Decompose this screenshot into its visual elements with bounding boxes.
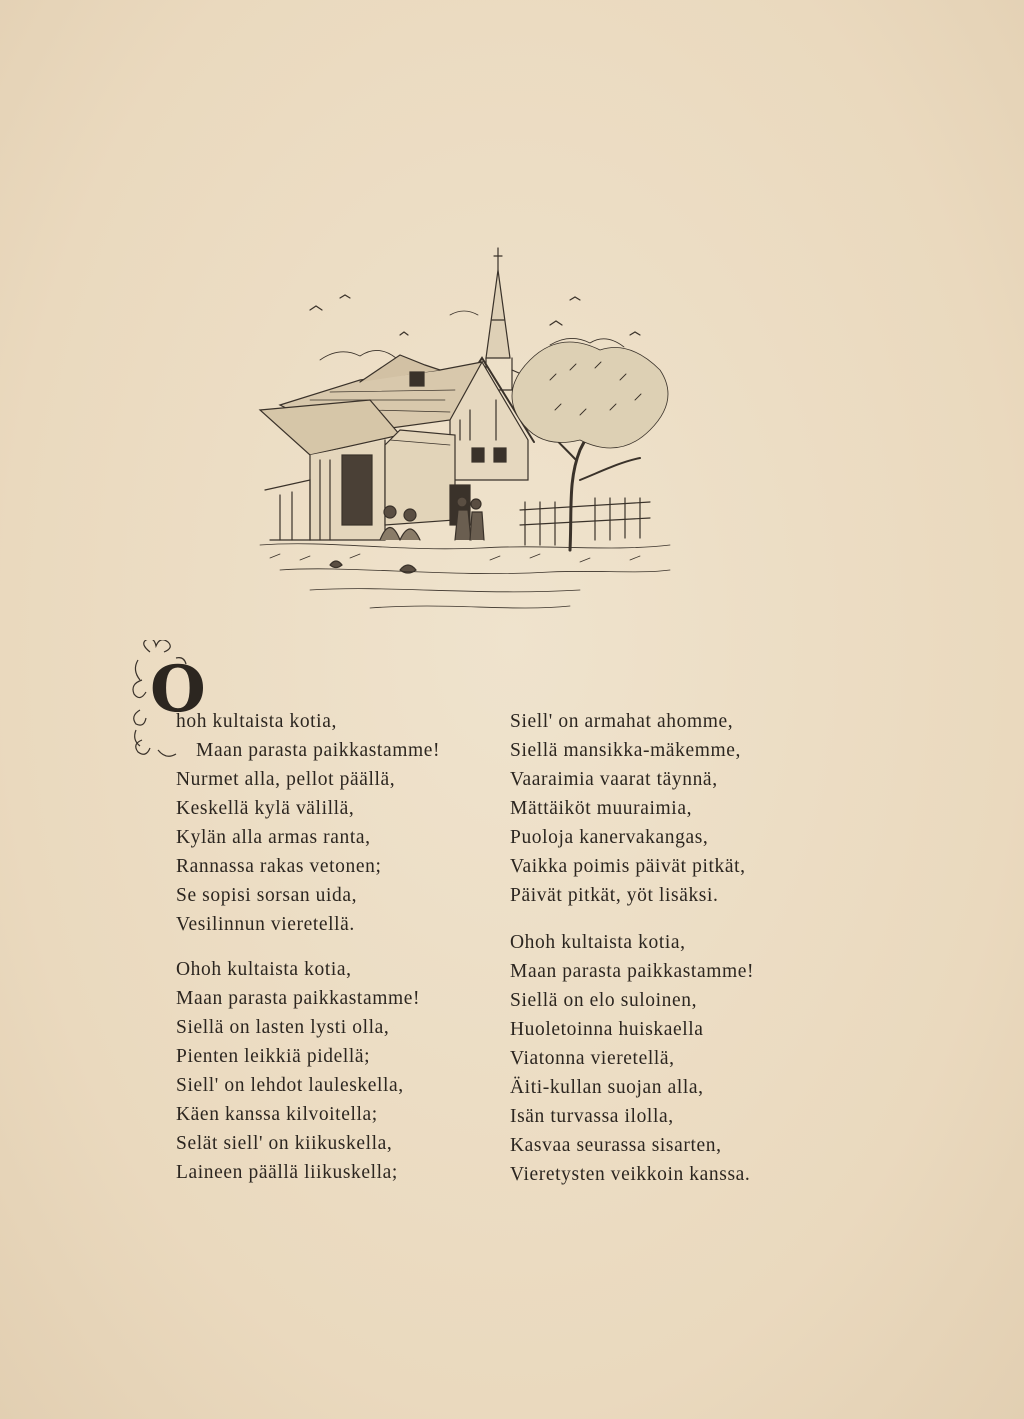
poem-line: hoh kultaista kotia, bbox=[176, 711, 337, 732]
village-illustration bbox=[250, 240, 690, 620]
poem-line: Siell' on armahat ahomme, bbox=[510, 711, 734, 732]
poem-line: Ohoh kultaista kotia, bbox=[510, 932, 686, 953]
poem-line: Puoloja kanervakangas, bbox=[510, 827, 709, 848]
poem-line: Ohoh kultaista kotia, bbox=[176, 959, 352, 980]
poem-line: Maan parasta paikkastamme! bbox=[176, 988, 421, 1009]
poem-line: Maan parasta paikkastamme! bbox=[510, 961, 755, 982]
poem-line: Isän turvassa ilolla, bbox=[510, 1106, 674, 1127]
poem-line: Käen kanssa kilvoitella; bbox=[176, 1104, 378, 1125]
poem-line: Äiti-kullan suojan alla, bbox=[510, 1077, 704, 1098]
poem-line: Vieretysten veikkoin kanssa. bbox=[510, 1164, 751, 1185]
poem-line: Kasvaa seurassa sisarten, bbox=[510, 1135, 722, 1156]
poem-line: Rannassa rakas vetonen; bbox=[176, 856, 382, 877]
poem-line: Se sopisi sorsan uida, bbox=[176, 885, 358, 906]
drop-cap-letter: O bbox=[150, 652, 206, 727]
poem-line: Siellä on elo suloinen, bbox=[510, 990, 698, 1011]
poem-line: Vaaraimia vaarat täynnä, bbox=[510, 769, 718, 790]
poem-line: Selät siell' on kiikuskella, bbox=[176, 1133, 393, 1154]
poem-line: Kylän alla armas ranta, bbox=[176, 827, 371, 848]
poem-line: Siellä on lasten lysti olla, bbox=[176, 1017, 390, 1038]
poem-line: Keskellä kylä välillä, bbox=[176, 798, 355, 819]
poem-line: Mättäiköt muuraimia, bbox=[510, 798, 693, 819]
poem-line: Päivät pitkät, yöt lisäksi. bbox=[510, 885, 719, 906]
poem-line: Maan parasta paikkastamme! bbox=[196, 740, 441, 761]
poem-line: Viatonna vieretellä, bbox=[510, 1048, 675, 1069]
poem-line: Pienten leikkiä pidellä; bbox=[176, 1046, 371, 1067]
poem-line: Siellä mansikka-mäkemme, bbox=[510, 740, 742, 761]
drop-cap bbox=[128, 640, 206, 766]
poem-line: Vaikka poimis päivät pitkät, bbox=[510, 856, 746, 877]
poem-line: Laineen päällä liikuskella; bbox=[176, 1162, 398, 1183]
poem-line: Siell' on lehdot lauleskella, bbox=[176, 1075, 404, 1096]
poem-line: Huoletoinna huiskaella bbox=[510, 1019, 704, 1040]
poem-line: Vesilinnun vieretellä. bbox=[176, 914, 355, 935]
poem-line: Nurmet alla, pellot päällä, bbox=[176, 769, 396, 790]
